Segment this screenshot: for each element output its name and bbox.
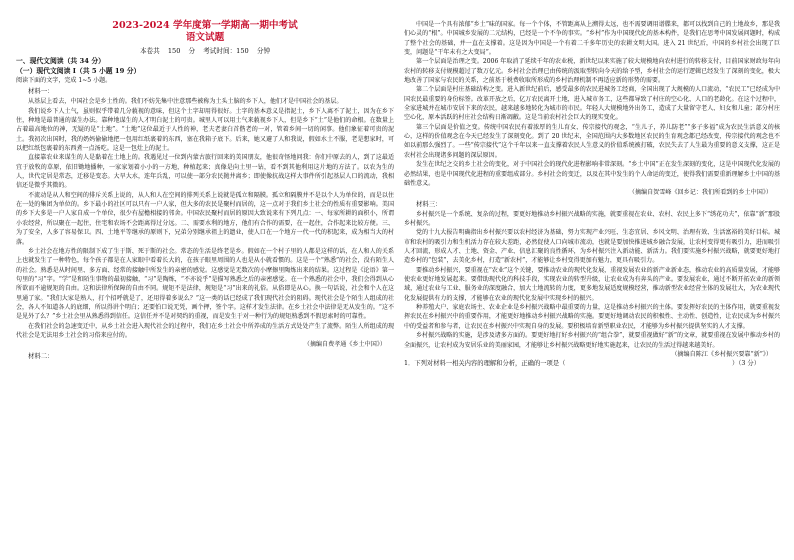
material-1-label: 材料一： bbox=[28, 87, 54, 96]
paragraph: 要推动乡村振兴，要重视在“农业”这个关键，要推动农业的现代化发展，重视发展农业的新产业新业态，推动农业的高质量发展，才能够使农业更好地发展起来。要借助现代化的科技手段，实现农业的转型升级，让农业成为有奔头的产业。要发展农业，通过不断开拓农业的新领域，通过农业与工业、服务业的深度融合，加大土地流转的力度，更多地发展适度规模经营，推动新型农业经营主体的发展壮大，为农业现代化发展提供有力的支撑，才能够在农业的现代化发展中实现乡村的振兴。 bbox=[404, 266, 780, 302]
instruction: 阅读下面的文字，完成 1~5 小题。 bbox=[16, 77, 112, 84]
material-3-label: 材料三： bbox=[416, 199, 442, 208]
paragraph: 党的十九大报告明确指出乡村振兴要以农村经济为基础，努力实现产业兴旺、生态宜居、乡风文明、治理有效、生活富裕的美好目标。城市和农村的吸引力和生机活力存在较大差距，必然促使人口向城市流动，也就是要加快推进城乡融合发展，让农村变得更有吸引力，进而吸引人才回流，形成人才、土地、资金、产业、信息汇聚的良性循环，为乡村振兴注入新动能、新活力。我们要实施乡村振兴战略，就要更好地打造乡村的“包装”，去美化乡村，打造“新农村”，才能够让乡村变得更加有魅力，更具有吸引力。 bbox=[404, 229, 780, 265]
exam-time: 考试时间：150 分钟 bbox=[203, 47, 271, 55]
right-column bbox=[404, 0, 780, 560]
material-2-source: （摘编自贺雪峰《回乡记：我们所看到的乡土中国》） bbox=[628, 189, 772, 197]
exam-subtitle: 语文试题 bbox=[185, 32, 225, 43]
question-1-text: 1．下列对材料一相关内容的理解和分析，正确的一项是（ bbox=[404, 360, 566, 368]
paragraph: 第二个层面是村庄基础结构之变。进入新世纪前后，感受最多的农民进城务工经商，全国出现了大规模的人口流动，“农民工”已经成为中国农民最重要的身份标签。改革开放之后，亿万农民离开土地，进入城市务工，这些都导致了村庄的空心化、人口的老龄化。在这个过程中，全家进城并在城市安居下来的农民，越来越多地转化为城市的市民。年轻人大规模地外出务工，造成了大量留守老人、妇女和儿童；部分村庄空心化，原本活跃的村庄社会结构日渐凋敝。这是当前农村社会巨大的现实变化。 bbox=[404, 86, 780, 122]
paragraph: 乡村振兴是一个系统、复杂的过程，要更好地推动乡村振兴战略的实施，就要重视在农业、农村、农民上多下“绣花功夫”，依靠“新”那股乡村振兴。 bbox=[404, 210, 780, 228]
section-title: 一、现代文阅读（共 34 分） bbox=[16, 57, 105, 65]
paragraph: 中国是一个具有浓郁“乡土”味的国家。每一个个体，不管距离从上溯得太远，也不需要调用谱牒来，都可以找到自己的土地故乡，那是我们心灵的“根”。中国城乡发展的二元结构，已经是一个不争的事实。“乡村”作为中国现代化的基本构件，是我们在思考中国发展问题时，构成了整个社会的基础，并一直在支撑着。这是因为中国是一个有着二千多年历史的农耕文明大国。进入 21 世纪后，中国的乡村社会出现了巨变，问题是“干年未有之大变局”。 bbox=[404, 21, 780, 57]
left-column bbox=[16, 0, 394, 560]
exam-info bbox=[16, 46, 394, 56]
paragraph: 第三个层面是价值之变。传统中国农民有着浓厚的生儿育女、传宗接代的观念，“生儿子，养儿防老”“多子多福”成为农民生活意义的核心，这样的价值观念在今天已经发生了深刻变化。到了 20 世纪末，全国范围内大多数地区农民的生育观念都已经改变，传宗接代的观念也不如以前那么强烈了。一些“传宗接代”这个千年以来一直支撑着农民人生意义的价值系统被打破，农民失去了人生最为重要的意义支撑，这正是农村社会出现诸多问题的深层原因。 bbox=[404, 123, 780, 159]
paragraph: 直接靠农业来谋生的人是黏着在土地上的。我遇见过一位到内蒙古旅行回来的美国朋友，他很奇怪地问我：你们中原去的人，到了这最适宜于放牧的草原，依旧锄地播种，一家家划着小小的一方地，种植起来；真像是向土里一钻，看不到其他利用这片地的方法了。以农为生的人，世代定居是常态，迁移是变态。大旱大水，连年兵乱，可以使一部分农民抛井离乡；即使像抗战这样大事件所引起基层人口的流动，我相信还是微乎其微的。 bbox=[16, 154, 394, 190]
paragraph: 发生在世纪之交的乡土社会的变化，对于中国社会的现代化进程影响非常深刻。“乡土中国”正在发生深刻的变化，这是中国现代化发展的必然结果，也是中国现代化进程的重要组成部分。乡村社会的变迁，以及在其中发生的个人命运的变迁，使得我们需要重新理解乡土中国的基础性意义。 bbox=[404, 161, 780, 187]
question-1 bbox=[404, 359, 780, 369]
material-3-source: （摘编自陈江《乡村振兴要靠“新”》） bbox=[671, 350, 772, 358]
paragraph: 第一个层面是治理之变。2006 年取消了延续千年的农业税，新世纪以来实施了较大规模地向农村进行的转移支付，目前国家财政每年向农村的转移支付规模超过了数万亿元。乡村社会治理已由传统的汲取型转向今天的给予型，乡村社会的运行逻辑已经发生了深刻的变化，极大地改善了国家与农民的关系，之前基于税费收取所形成的乡村治理机制不再适应新的形势的需要。 bbox=[404, 58, 780, 85]
question-1-points: ）（3 分） bbox=[731, 360, 760, 368]
paragraph: 我们说乡下人土气，虽则似乎带着几分藐视的意味，但这个土字却用得很好。土字的基本意义是指泥土，乡下人离不了泥土，因为在乡下住，种地是最普通的谋生办法。靠种地谋生的人才明白泥土的可贵。城里人可以用土气来藐视乡下人，但是乡下“土”是他们的命根。在数量上占着最高地位的神，无疑的是“土地”。“土地”这位最近于人性的神，老夫老妻白首偕老的一对，管着乡间一切的闲事。他们象征着可贵的泥土。我初次出国时，我的奶妈偷偷地把一包用红纸裹着的东西，塞在我箱子底下。后来，她又避了人和我说，假如水土不服，老是想家时，可以把红纸包裹着的东西煮一点汤吃。这是一包灶上的泥土。 bbox=[16, 107, 394, 153]
paragraph: 在我们社会的急速变迁中，从乡土社会进入现代社会的过程中，我们在乡土社会中所养成的生活方式处处产生了流弊。陌生人所组成的现代社会是无法用乡土社会的习俗来应付的。 bbox=[16, 322, 394, 339]
paragraph: 乡村振兴战略的实施，是涉及诸多方面的。要更好地打好乡村振兴的“组合拳”，就要重视做好“新”的文章，就要重视在发展中推动乡村的全面振兴，让农村成为安居乐业的美丽家园，才能够让乡村振兴战略更好地实施起来，让农民的生活过得越来越美好。 bbox=[404, 332, 780, 349]
paragraph: 不流动是从人和空间的排斥关系上说的，从人和人在空间的排列关系上说就是孤立和隔膜。孤立和隔膜并不是以个人为单位的，而是以住在一处的集团为单位的。乡下最小的社区可以只有一户人家，但大多的农民是聚村而居的，这一点对于我们乡土社会的性质有重要影响。美国的乡下大多是一户人家自成一个单位，很少有屋檐相接的邻舍。中国农民聚村而居的原因大致说来有下列几点：一、每家所耕的面积小，所谓小农经营，所以聚在一起住，住宅和农场不会距离得过分远。二、需要水利的地方，他们有合作的需要，在一起住，合作起来比较方便。三、为了安全，人多了容易保卫。四、土地平等继承的原则下，兄弟分别继承祖上的遗业，使人口在一个地方一代一代的积起来，成为相当大的村落。 bbox=[16, 191, 394, 246]
subsection-title: （一）现代文阅读 I（共 5 小题 19 分） bbox=[16, 67, 141, 75]
paragraph: 种养殖大户、家庭农场主、农业企业是乡村振兴战略中最重要的力量，这是推动乡村振兴的主体。要发挥好农民的主体作用，就要重视发挥农民在乡村振兴中的重要作用，才能更好地推动乡村振兴战略的实施。要更好地调动农民的积极性、主动性、创造性，让农民成为乡村振兴中的受益者和参与者，让农民在乡村振兴中实现自身的发展。要积极培育新型职业农民，才能够为乡村振兴提供坚实的人才支撑。 bbox=[404, 304, 780, 330]
exam-title: 2023-2024 学年度第一学期高一期中考试 bbox=[112, 20, 298, 31]
material-2-label: 材料二： bbox=[28, 351, 54, 360]
material-1-source: （摘编自费孝通《乡土中国》） bbox=[303, 341, 386, 349]
full-marks: 本卷共 150 分 bbox=[139, 47, 196, 55]
paragraph: 乡土社会在地方性的限制下成了生于斯、死于斯的社会。常态的生活是终老是乡。假如在一个村子里的人都是这样的话，在人和人的关系上也就发生了一种特色，每个孩子都是在人家眼中看着长大的，在孩子眼里周围的人也是从小就看惯的。这是一个“熟悉”的社会，没有陌生人的社会。熟悉是从时间里、多方面、经常的接触中所发生的亲密的感觉。这感觉是无数次的小摩擦里陶炼出来的结果。这过程是《论语》第一句里的“习”字。“学”是和陌生事物的最初接触，“习”是陶炼，“不亦说乎”是描写熟悉之后的亲密感觉。在一个熟悉的社会中，我们会得到从心所欲而不逾规矩的自由。这和法律所保障的自由不同。规矩不是法律，规矩是“习”出来的礼俗。从俗即是从心。换一句话说，社会和个人在这里通了家。“我们大家是熟人，打个招呼就是了，还用得着多说么？”这一类的话已经成了我们现代社会的阻碍。现代社会是个陌生人组成的社会，各人不知道各人的底细，所以得讲个明白；还要怕口说无凭，画个押，签个字。这样才发生法律。在乡土社会中法律是无从发生的。“这不是见外了么？”乡土社会里从熟悉得到信任。这信任并不是对契约的重视，而是发生于对一种行为的规矩熟悉到不假思索时的可靠性。 bbox=[16, 247, 394, 321]
paragraph: 从基层上看去，中国社会是乡土性的。我们不妨先集中注意那些被称为土头土脑的乡下人，他们才是中国社会的基层。 bbox=[28, 98, 343, 106]
